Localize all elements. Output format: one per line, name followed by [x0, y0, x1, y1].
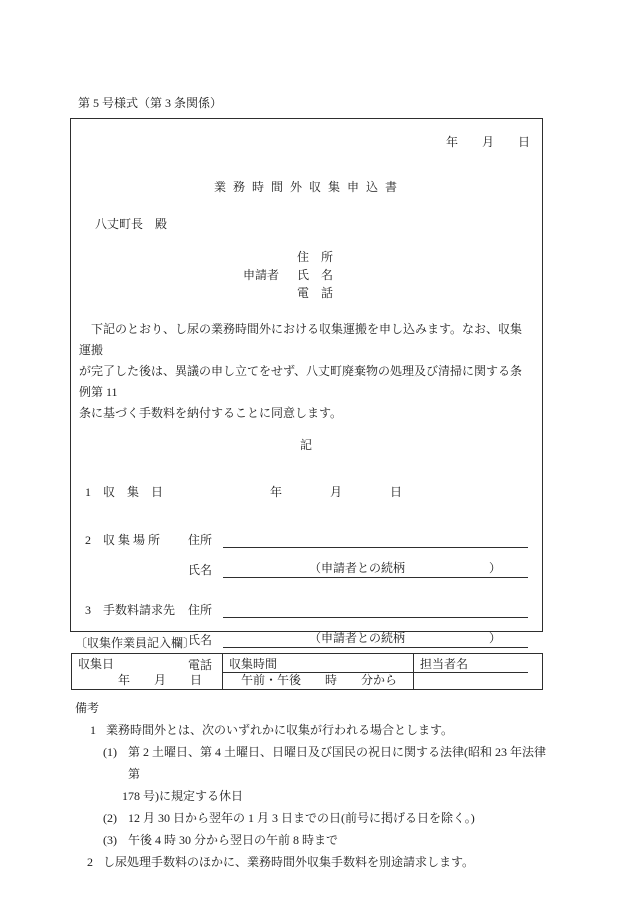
applicant-phone-label: 電 話 [297, 286, 334, 300]
body-line-2: が完了した後は、異議の申し立てをせず、八丈町廃棄物の処理及び清掃に関する条例第 11 [79, 364, 523, 399]
body-line-1: 下記のとおり、し尿の業務時間外における収集運搬を申し込みます。なお、収集運搬 [79, 322, 523, 357]
col-person-in-charge-header: 担当者名 [420, 657, 469, 671]
remark-1-sub-1-text-line-1: 第 2 土曜日、第 4 土曜日、日曜日及び国民の祝日に関する法律(昭和 23 年法律第 [128, 745, 546, 781]
remark-1-sub-3-number: (3) [103, 833, 117, 847]
remark-1-text: 業務時間外とは、次のいずれかに収集が行われる場合とします。 [106, 723, 454, 737]
date-fill-in-line: 年 月 日 [445, 135, 530, 149]
item-1-date-blanks: 年 月 日 [270, 485, 403, 499]
applicant-block [243, 248, 542, 302]
body-paragraph [79, 319, 534, 424]
item-3-number: 3 [85, 603, 91, 617]
item-3-relationship-suffix: （申請者との続柄 ） [309, 631, 502, 645]
remark-1-sub-3 [75, 829, 555, 851]
remark-2 [75, 851, 555, 873]
remarks-section [75, 697, 555, 873]
item-fee-billing-address [85, 600, 528, 618]
item-3-address-fill-line [223, 600, 528, 618]
col-collection-date-blanks: 年 月 日 [118, 673, 203, 687]
item-2-name-label: 氏名 [188, 563, 213, 577]
form-title: 業 務 時 間 外 収 集 申 込 書 [213, 180, 399, 194]
applicant-label: 申請者 [243, 268, 280, 282]
remark-1-sub-1 [75, 741, 555, 785]
item-2-address-fill-line [223, 530, 528, 548]
body-line-3: 条に基づく手数料を納付することに同意します。 [79, 406, 343, 420]
item-3-address-label: 住所 [188, 603, 213, 617]
item-2-name-fill-line [223, 560, 528, 578]
col-collection-date-header: 収集日 [78, 657, 115, 671]
remark-1 [75, 719, 555, 741]
remark-1-sub-1-continuation [75, 785, 555, 807]
applicant-address-label: 住 所 [297, 250, 334, 264]
item-3-name-fill-line [223, 630, 528, 648]
remark-1-sub-2-number: (2) [103, 811, 117, 825]
staff-table-col-collection-time [223, 654, 414, 689]
remark-2-number: 2 [87, 855, 93, 869]
staff-table-col-collection-date [72, 654, 223, 689]
col-collection-time-header: 収集時間 [229, 657, 278, 671]
item-collection-place-address [85, 530, 528, 548]
item-2-number: 2 [85, 533, 91, 547]
ki-separator: 記 [299, 438, 313, 452]
item-1-number: 1 [85, 485, 91, 499]
remark-1-sub-2 [75, 807, 555, 829]
item-3-label: 手数料請求先 [103, 603, 176, 617]
remark-2-text: し尿処理手数料のほかに、業務時間外収集手数料を別途請求します。 [103, 855, 475, 869]
staff-entry-table [71, 653, 543, 690]
remark-1-sub-1-text-line-2: 178 号)に規定する休日 [122, 789, 243, 803]
applicant-fields [297, 248, 333, 302]
staff-table-col-person-in-charge [414, 654, 542, 689]
item-3-name-label: 氏名 [188, 633, 213, 647]
item-3-phone-label: 電話 [188, 658, 213, 672]
remark-1-sub-1-number: (1) [103, 745, 117, 759]
item-2-relationship-suffix: （申請者との続柄 ） [309, 561, 502, 575]
staff-entry-section-label: 〔収集作業員記入欄〕 [75, 636, 196, 650]
item-1-label: 収 集 日 [103, 485, 164, 499]
col-collection-time-blanks: 午前・午後 時 分から [241, 673, 398, 687]
form-code-label: 第 5 号様式（第 3 条関係） [78, 96, 223, 110]
remarks-heading: 備考 [75, 701, 100, 715]
remark-1-sub-2-text: 12 月 30 日から翌年の 1 月 3 日までの日(前号に掲げる日を除く。) [128, 811, 475, 825]
remark-1-sub-3-text: 午後 4 時 30 分から翌日の午前 8 時まで [128, 833, 339, 847]
applicant-name-label: 氏 名 [297, 268, 334, 282]
item-2-label: 収 集 場 所 [103, 533, 161, 547]
item-2-address-label: 住所 [188, 533, 213, 547]
addressee-line: 八丈町長 殿 [95, 217, 168, 231]
item-collection-date [85, 485, 528, 500]
item-collection-place-name [85, 560, 528, 578]
remark-1-number: 1 [90, 723, 96, 737]
